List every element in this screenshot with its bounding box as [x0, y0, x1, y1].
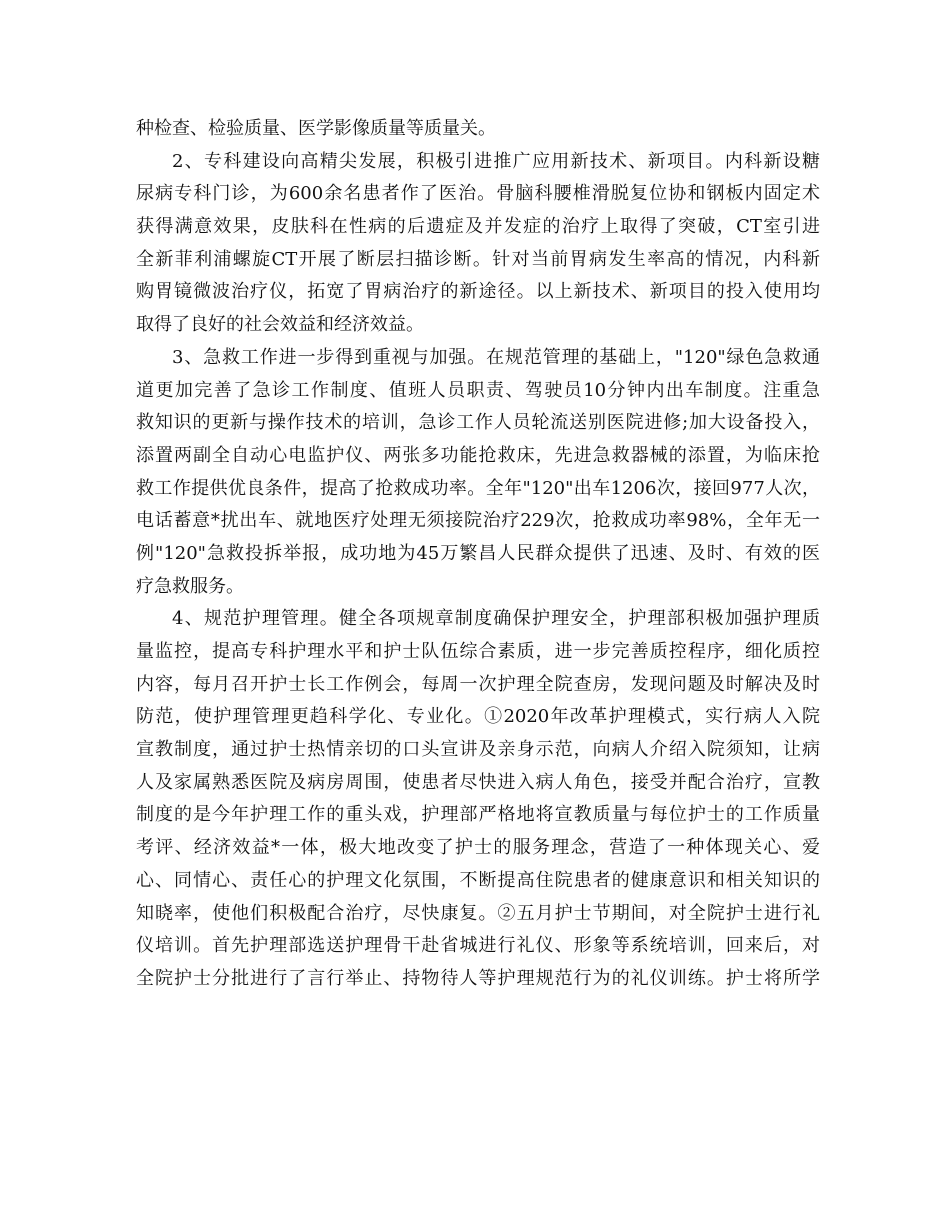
- paragraph-emergency-work: [136, 342, 820, 604]
- text-line: 救工作提供优良条件，提高了抢救成功率。全年"120"出车1206次，接回977人次，: [136, 477, 820, 499]
- text-line: 制度的是今年护理工作的重头戏，护理部严格地将宣教质量与每位护士的工作质量: [136, 804, 820, 826]
- text-line: 电话蓄意*扰出车、就地医疗处理无须接院治疗229次，抢救成功率98%，全年无一: [136, 510, 820, 532]
- text-line: 心、同情心、责任心的护理文化氛围，不断提高住院患者的健康意识和相关知识的: [136, 869, 820, 891]
- paragraph-nursing-management: [136, 603, 820, 995]
- text-line: 例"120"急救投拆举报，成功地为45万繁昌人民群众提供了迅速、及时、有效的医: [136, 542, 820, 564]
- text-line: 3、急救工作进一步得到重视与加强。在规范管理的基础上，"120"绿色急救通: [172, 346, 820, 368]
- text-line: 内容，每月召开护士长工作例会，每周一次护理全院查房，发现问题及时解决及时: [136, 673, 820, 695]
- text-line: 2、专科建设向高精尖发展，积极引进推广应用新技术、新项目。内科新设糖: [172, 150, 820, 172]
- text-line: 知晓率，使他们积极配合治疗，尽快康复。②五月护士节期间，对全院护士进行礼: [136, 902, 820, 924]
- paragraph-continuation: [136, 113, 820, 146]
- text-line: 量监控，提高专科护理水平和护士队伍综合素质，进一步完善质控程序，细化质控: [136, 641, 820, 662]
- text-line: 人及家属熟悉医院及病房周围，使患者尽快进入病人角色，接受并配合治疗，宣教: [136, 771, 820, 793]
- text-line: 宣教制度，通过护士热情亲切的口头宣讲及亲身示范，向病人介绍入院须知，让病: [136, 739, 820, 761]
- text-line: 添置两副全自动心电监护仪、两张多功能抢救床，先进急救器械的添置，为临床抢: [136, 444, 820, 466]
- text-line: 道更加完善了急诊工作制度、值班人员职责、驾驶员10分钟内出车制度。注重急: [136, 379, 820, 401]
- text-line: 取得了良好的社会效益和经济效益。: [136, 314, 424, 336]
- document-body: [136, 113, 820, 996]
- text-line: 种检查、检验质量、医学影像质量等质量关。: [136, 118, 496, 139]
- text-line: 考评、经济效益*一体，极大地改变了护士的服务理念，营造了一种体现关心、爱: [136, 837, 820, 859]
- paragraph-specialty-development: [136, 146, 820, 342]
- text-line: 获得满意效果，皮肤科在性病的后遗症及并发症的治疗上取得了突破，CT室引进: [136, 216, 820, 238]
- text-line: 防范，使护理管理更趋科学化、专业化。①2020年改革护理模式，实行病人入院: [136, 706, 820, 728]
- text-line: 尿病专科门诊，为600余名患者作了医治。骨脑科腰椎滑脱复位协和钢板内固定术: [136, 183, 820, 205]
- text-line: 救知识的更新与操作技术的培训，急诊工作人员轮流送别医院进修;加大设备投入，: [136, 412, 820, 434]
- text-line: 4、规范护理管理。健全各项规章制度确保护理安全，护理部积极加强护理质: [172, 608, 820, 630]
- text-line: 疗急救服务。: [136, 575, 244, 597]
- text-line: 仪培训。首先护理部选送护理骨干赴省城进行礼仪、形象等系统培训，回来后，对: [136, 935, 820, 957]
- text-line: 全院护士分批进行了言行举止、持物待人等护理规范行为的礼仪训练。护士将所学: [136, 967, 820, 989]
- text-line: 全新菲利浦螺旋CT开展了断层扫描诊断。针对当前胃病发生率高的情况，内科新: [136, 248, 820, 270]
- text-line: 购胃镜微波治疗仪，拓宽了胃病治疗的新途径。以上新技术、新项目的投入使用均: [136, 281, 820, 303]
